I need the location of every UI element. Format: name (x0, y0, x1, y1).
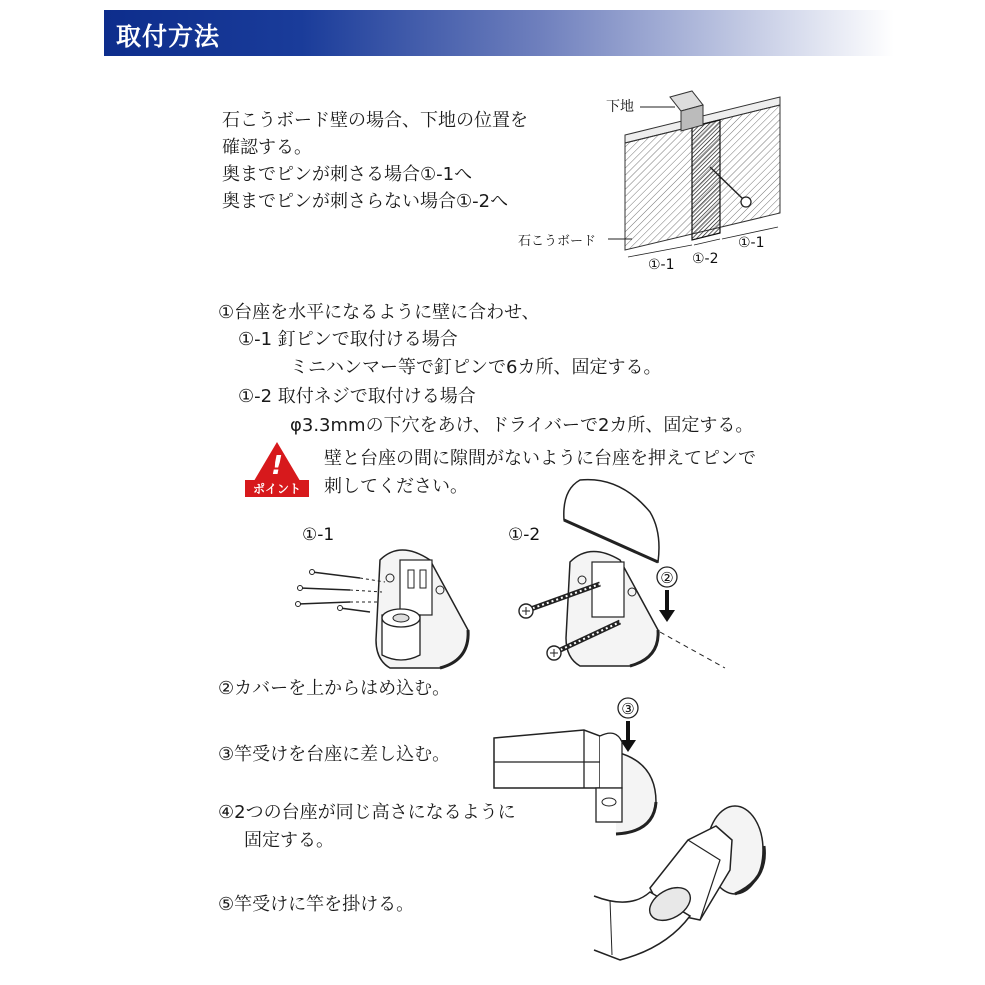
figure-screws (500, 472, 740, 692)
point-line-2: 刺してください。 (324, 476, 468, 497)
step4-line-2: 固定する。 (244, 830, 334, 851)
figure-pins (290, 520, 490, 690)
figure-screws-step: ② (660, 569, 674, 587)
figure-bracket-step: ③ (621, 700, 635, 718)
step5-text: ⑤竿受けに竿を掛ける。 (218, 894, 415, 915)
step1-sub1-text: ミニハンマー等で釘ピンで6カ所、固定する。 (290, 357, 662, 378)
intro-line-1: 石こうボード壁の場合、下地の位置を (222, 110, 528, 131)
label-base: 下地 (606, 99, 634, 115)
point-label: ポイント (252, 482, 302, 496)
label-mid: ①-2 (692, 251, 719, 267)
wall-diagram (510, 85, 800, 285)
step1-sub1-label: ①-1 釘ピンで取付ける場合 (238, 329, 458, 350)
label-board: 石こうボード (518, 234, 597, 249)
step1-sub2-label: ①-2 取付ネジで取付ける場合 (238, 386, 476, 407)
step1-title: ①台座を水平になるように壁に合わせ、 (218, 302, 540, 323)
step3-text: ③竿受けを台座に差し込む。 (218, 744, 451, 765)
intro-line-4: 奥までピンが刺さらない場合①-2へ (222, 191, 509, 212)
figure-rod (590, 800, 790, 970)
section-header (104, 10, 894, 56)
intro-line-3: 奥までピンが刺さる場合①-1へ (222, 164, 473, 185)
intro-line-2: 確認する。 (222, 137, 312, 158)
point-line-1: 壁と台座の間に隙間がないように台座を押えてピンで (324, 448, 756, 469)
step1-sub2-text: φ3.3mmの下穴をあけ、ドライバーで2カ所、固定する。 (290, 415, 754, 436)
step2-text: ②カバーを上からはめ込む。 (218, 678, 451, 699)
label-right: ①-1 (738, 235, 765, 251)
figure-screws-label: ①-2 (508, 525, 541, 545)
label-left: ①-1 (648, 257, 675, 273)
step4-line-1: ④2つの台座が同じ高さになるように (218, 802, 516, 823)
section-title: 取付方法 (116, 22, 221, 51)
figure-pins-label: ①-1 (302, 525, 335, 545)
point-badge (243, 440, 311, 498)
warning-icon: ! (271, 451, 283, 481)
